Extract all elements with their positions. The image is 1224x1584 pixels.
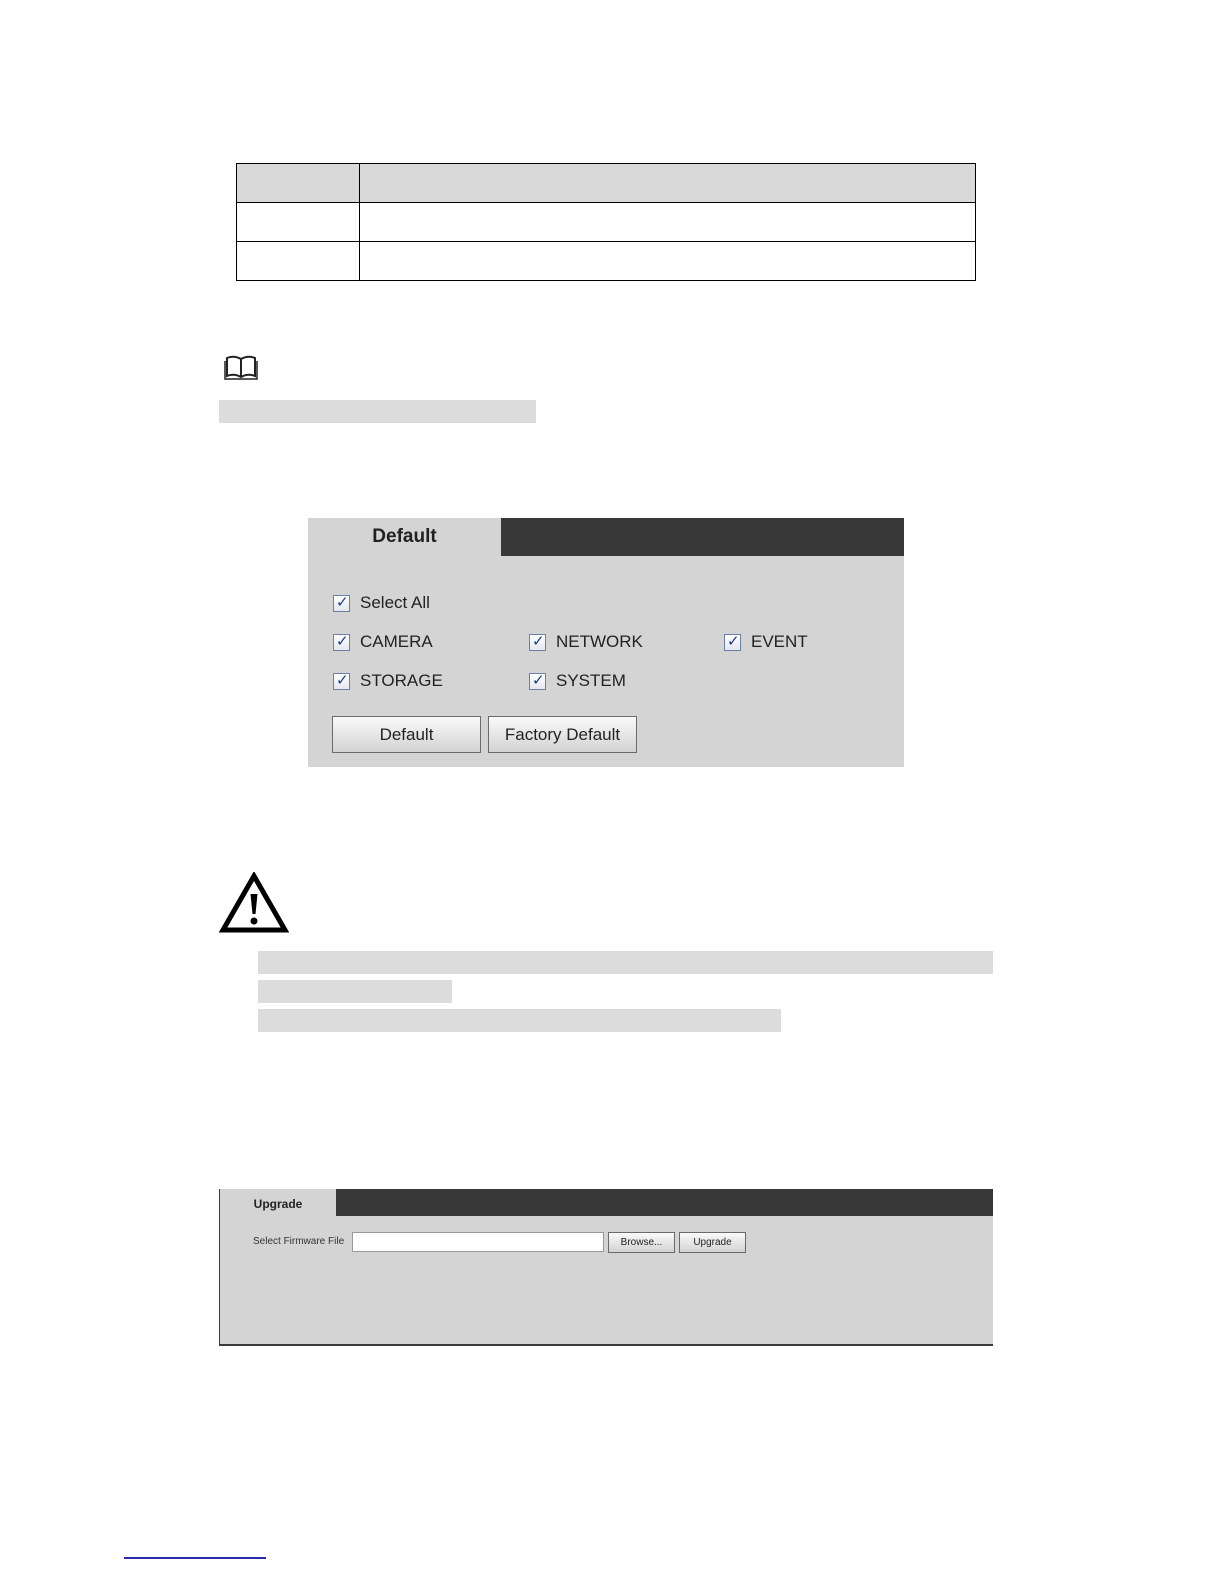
firmware-file-label: Select Firmware File bbox=[253, 1236, 345, 1247]
table-header-cell bbox=[360, 164, 976, 203]
system-checkbox-row[interactable] bbox=[529, 671, 626, 691]
browse-button[interactable]: Browse... bbox=[608, 1232, 675, 1253]
tab-default[interactable]: Default bbox=[308, 518, 501, 556]
network-checkbox-row[interactable] bbox=[529, 632, 643, 652]
table-header-cell bbox=[237, 164, 360, 203]
upgrade-panel bbox=[219, 1189, 993, 1346]
system-checkbox[interactable] bbox=[529, 673, 546, 690]
factory-default-button[interactable]: Factory Default bbox=[488, 716, 637, 753]
storage-checkbox[interactable] bbox=[333, 673, 350, 690]
event-checkbox-row[interactable] bbox=[724, 632, 808, 652]
select-all-checkbox-row[interactable] bbox=[333, 593, 430, 613]
select-all-label: Select All bbox=[360, 593, 430, 612]
table-cell bbox=[360, 242, 976, 281]
warning-text-placeholder bbox=[258, 951, 993, 974]
upgrade-button[interactable]: Upgrade bbox=[679, 1232, 746, 1253]
warning-text-placeholder bbox=[258, 980, 452, 1003]
camera-checkbox-row[interactable] bbox=[333, 632, 433, 652]
network-checkbox[interactable] bbox=[529, 634, 546, 651]
storage-label: STORAGE bbox=[360, 671, 443, 690]
camera-checkbox[interactable] bbox=[333, 634, 350, 651]
event-checkbox[interactable] bbox=[724, 634, 741, 651]
event-label: EVENT bbox=[751, 632, 808, 651]
tab-upgrade[interactable]: Upgrade bbox=[220, 1189, 336, 1216]
table-cell bbox=[360, 203, 976, 242]
camera-label: CAMERA bbox=[360, 632, 433, 651]
storage-checkbox-row[interactable] bbox=[333, 671, 443, 691]
warning-icon bbox=[219, 872, 289, 934]
default-button[interactable]: Default bbox=[332, 716, 481, 753]
note-text-placeholder bbox=[219, 400, 536, 423]
firmware-file-input[interactable] bbox=[352, 1232, 604, 1252]
select-all-checkbox[interactable] bbox=[333, 595, 350, 612]
table-row bbox=[237, 242, 976, 281]
parameter-table bbox=[236, 163, 976, 281]
table-row bbox=[237, 203, 976, 242]
table-header-row bbox=[237, 164, 976, 203]
book-icon bbox=[224, 354, 258, 380]
system-label: SYSTEM bbox=[556, 671, 626, 690]
network-label: NETWORK bbox=[556, 632, 643, 651]
footer-link-underline bbox=[124, 1557, 266, 1559]
table-cell bbox=[237, 242, 360, 281]
table-cell bbox=[237, 203, 360, 242]
warning-text-placeholder bbox=[258, 1009, 781, 1032]
default-settings-panel bbox=[308, 518, 904, 767]
